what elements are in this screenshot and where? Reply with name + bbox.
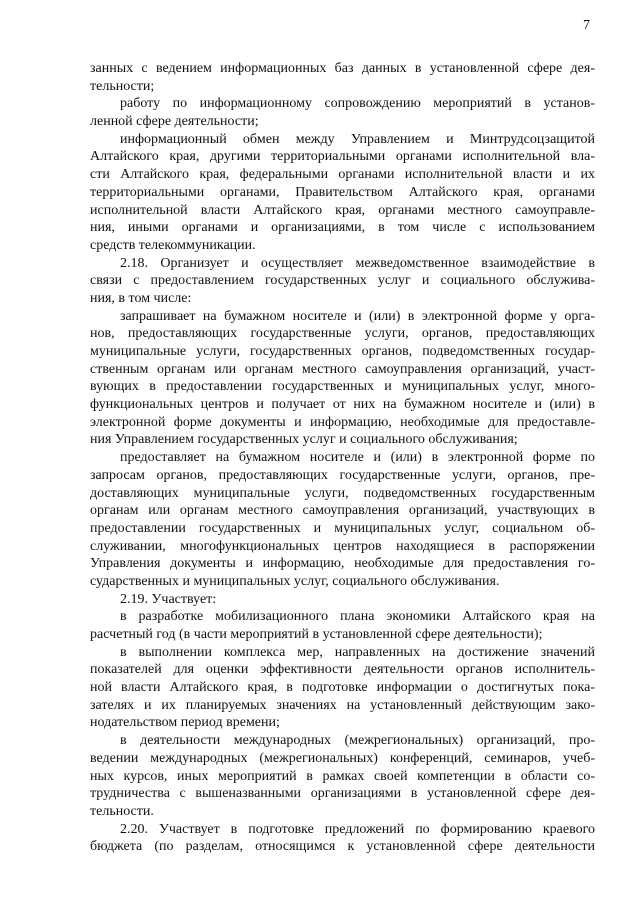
text-line: муниципальные услуги, государственных органов, подведомственных государ- bbox=[90, 344, 595, 359]
text-line: работу по информационному сопровождению мероприятий в установ- bbox=[120, 96, 595, 112]
text-line: показателей для оценки эффективности деятельности органов исполнитель- bbox=[90, 662, 595, 678]
page-number: 7 bbox=[583, 18, 590, 33]
text-line: ленной сфере деятельности; bbox=[90, 114, 259, 130]
text-line: сти Алтайского края, федеральными органами исполнительной власти и их bbox=[90, 167, 595, 183]
text-line: исполнительной власти Алтайского края, органами местного самоуправле- bbox=[90, 202, 595, 218]
text-line: ственным органам или органам местного самоуправления организаций, участ- bbox=[90, 361, 595, 377]
text-line: 2.19. Участвует: bbox=[120, 591, 217, 607]
text-line: 2.20. Участвует в подготовке предложений по формированию краевого bbox=[120, 821, 595, 837]
text-line: занных с ведением информационных баз данных в установленной сфере дея- bbox=[90, 61, 595, 76]
text-line: 2.18. Организует и осуществляет межведомственное взаимодействие в bbox=[120, 255, 595, 271]
text-line: связи с предоставлением государственных услуг и социального обслужива- bbox=[90, 273, 595, 289]
text-line: нодательством период времени; bbox=[90, 715, 280, 731]
text-line: расчетный год (в части мероприятий в установленной сфере деятельности); bbox=[90, 627, 543, 642]
text-line: зателях и их планируемых значениях на установленный действующим зако- bbox=[90, 697, 595, 713]
text-line: нов, предоставляющих государственные услуги, органов, предоставляющих bbox=[90, 326, 595, 342]
text-line: трудничества с вышеназванными организациями в установленной сфере дея- bbox=[90, 786, 595, 802]
text-line: тельности. bbox=[90, 803, 154, 819]
text-line: вующих в предоставлении государственных и муниципальных услуг, много- bbox=[90, 379, 595, 395]
text-line: в разработке мобилизационного плана экономики Алтайского края на bbox=[120, 609, 595, 625]
text-line: ведении международных (межрегиональных) конференций, семинаров, учеб- bbox=[90, 750, 595, 766]
text-line: средств телекоммуникации. bbox=[90, 237, 256, 253]
text-line: территориальными органами, Правительством Алтайского края, органами bbox=[90, 184, 595, 200]
text-line: доставляющих муниципальные услуги, подведомственных государственным bbox=[90, 485, 595, 501]
text-line: служивании, многофункциональных центров находящиеся в распоряжении bbox=[90, 538, 595, 554]
text-line: запрашивает на бумажном носителе и (или) в электронной форме у орга- bbox=[120, 308, 595, 324]
text-line: ния, в том числе: bbox=[90, 290, 192, 306]
text-line: предоставляет на бумажном носителе и (или) в электронной форме по bbox=[120, 450, 595, 466]
text-line: ния, иными органами и организациями, в том числе с использованием bbox=[90, 220, 595, 236]
text-line: в выполнении комплекса мер, направленных на достижение значений bbox=[120, 644, 595, 660]
document-body bbox=[90, 60, 595, 856]
text-line: тельности; bbox=[90, 78, 155, 94]
text-line: органам или органам местного самоуправления организаций, участвующих в bbox=[90, 503, 595, 519]
text-line: в деятельности международных (межрегиональных) организаций, про- bbox=[120, 733, 595, 749]
text-line: электронной форме документы и информацию, необходимые для предоставле- bbox=[90, 414, 595, 430]
text-line: Управления документы и информацию, необходимые для предоставления го- bbox=[90, 556, 595, 572]
text-line: сударственных и муниципальных услуг, социального обслуживания. bbox=[90, 573, 500, 589]
text-line: ных курсов, иных мероприятий в рамках своей компетенции в области со- bbox=[90, 768, 595, 784]
text-line: информационный обмен между Управлением и Минтрудсоцзащитой bbox=[120, 131, 595, 147]
text-line: Алтайского края, другими территориальными органами исполнительной вла- bbox=[90, 149, 595, 165]
text-line: бюджета (по разделам, относящимся к установленной сфере деятельности bbox=[90, 839, 595, 855]
text-line: ной власти Алтайского края, в подготовке информации о достигнутых пока- bbox=[90, 680, 595, 696]
text-line: запросам органов, предоставляющих государственные услуги, органов, пре- bbox=[90, 467, 595, 483]
text-line: ния Управлением государственных услуг и социального обслуживания; bbox=[90, 432, 518, 448]
text-line: функциональных центров и получает от них на бумажном носителе и (или) в bbox=[90, 397, 595, 413]
text-line: предоставлении государственных и муниципальных услуг, социальном об- bbox=[90, 520, 595, 536]
